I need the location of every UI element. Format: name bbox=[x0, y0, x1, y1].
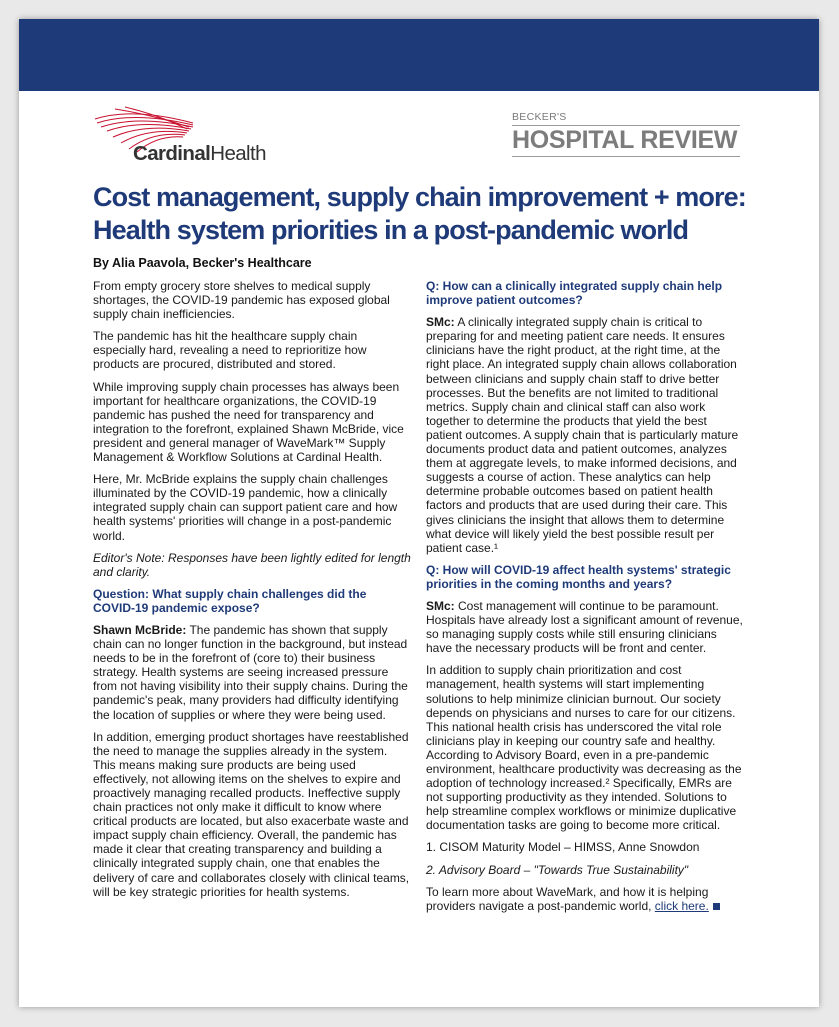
question-3: Q: How will COVID-19 affect health systems' strategic priorities in the coming months and years? bbox=[426, 562, 731, 591]
cardinal-health-logo bbox=[93, 105, 283, 167]
answer-1-text: The pandemic has shown that supply chain can no longer function in the background, but instead needs to be in the forefront of (core to) their business strategy. Health systems are seeing increased pressure from not having visibility into their supply chains. During the pandemic's peak, many providers had difficulty identifying the location of supplies or where they were being used. bbox=[93, 622, 408, 722]
question-2: Q: How can a clinically integrated supply chain help improve patient outcomes? bbox=[426, 279, 723, 308]
answer-3-paragraph-1 bbox=[426, 599, 744, 655]
answer-1-paragraph-2: In addition, emerging product shortages have reestablished the need to manage the supplies already in the system. This means making sure products are being used effectively, not allowing items on the shelves to expire and proactively managing recalled products. Ineffective supply chain practices not only make it difficult to know where critical products are located, but also exacerbate waste and impact supply chain efficiency. Overall, the pandemic has made it clear that creating transparency and building a clinically integrated supply chain, one that enables the delivery of care and collaborates closely with clinical teams, will be key strategic priorities for health systems. bbox=[93, 729, 410, 899]
wordmark-cardinal: Cardinal bbox=[133, 142, 211, 165]
intro-paragraph-3: While improving supply chain processes has always been important for healthcare organizations, the COVID-19 pandemic has pushed the need for transparency and integration to the forefront, explained Shawn McBride, vice president and general manager of WaveMark™ Supply Management & Workflow Solutions at Cardinal Health. bbox=[93, 379, 404, 465]
closing-text: To learn more about WaveMark, and how it is helping providers navigate a post-pandemic world, bbox=[426, 884, 709, 913]
editors-note: Editor's Note: Responses have been lightly edited for length and clarity. bbox=[93, 550, 411, 579]
article-byline: By Alia Paavola, Becker's Healthcare bbox=[93, 256, 312, 270]
answer-3-paragraph-2: In addition to supply chain prioritization and cost management, health systems will start implementing solutions to help minimize clinician burnout. Our society depends on physicians and nurses to care for our citizens. This national health crisis has underscored the vital role clinicians play in keeping our country safe and healthy. According to Advisory Board, even in a pre-pandemic environment, healthcare productivity was decreasing as the adoption of technology increased.² Specifically, EMRs are not supporting productivity as they intended. Solutions to help streamline complex workflows or minimize duplicative documentation tasks are going to become more critical. bbox=[426, 663, 742, 833]
reference-2: 2. Advisory Board – "Towards True Sustainability" bbox=[426, 862, 689, 877]
click-here-link[interactable]: click here. bbox=[654, 898, 709, 913]
wordmark-health: Health bbox=[210, 142, 266, 165]
article-page bbox=[19, 19, 819, 1007]
speaker-label: SMc: bbox=[426, 598, 455, 613]
answer-1-paragraph-1 bbox=[93, 623, 411, 722]
article-headline: Cost management, supply chain improvement + more: Health system priorities in a post-pandemic world bbox=[93, 182, 746, 245]
closing-paragraph bbox=[426, 885, 744, 913]
answer-3-text: Cost management will continue to be paramount. Hospitals have already lost a significant amount of revenue, so managing supply costs while still ensuring clinicians have the necessary products will be front and center. bbox=[426, 598, 743, 656]
end-mark-icon bbox=[713, 903, 720, 910]
speaker-label: SMc: bbox=[426, 315, 455, 330]
speaker-label: Shawn McBride: bbox=[93, 622, 187, 637]
header-band bbox=[19, 19, 819, 91]
reference-1: 1. CISOM Maturity Model – HIMSS, Anne Snowdon bbox=[426, 840, 700, 855]
hospital-review-label: HOSPITAL REVIEW bbox=[512, 126, 740, 157]
answer-2 bbox=[426, 315, 744, 555]
left-column bbox=[93, 279, 411, 907]
answer-2-text: A clinically integrated supply chain is critical to preparing for and meeting patient care needs. It ensures clinicians have the right product, at the right time, at the right place. An integrated supply chain allows collaboration between clinicians and supply chain staff to drive better processes. But the benefits are not limited to traditional metrics. Supply chain and clinical staff can also work together to determine the products that yield the best patient outcomes. A supply chain that is particularly mature documents product data and patient outcomes, analyzes them at aggregate levels, to make informed decisions, and suggests a course of action. These analytics can help determine probable outcomes based on patient health factors and products that are used during their care. This gives clinicians the insight that allows them to determine what device will likely yield the best possible result per patient case.¹ bbox=[426, 315, 739, 555]
question-1: Question: What supply chain challenges did the COVID-19 pandemic expose? bbox=[93, 586, 367, 615]
cardinal-health-wordmark bbox=[133, 142, 266, 166]
right-column bbox=[426, 279, 744, 921]
intro-paragraph-2: The pandemic has hit the healthcare supply chain especially hard, revealing a need to reprioritize how products are procured, distributed and stored. bbox=[93, 329, 367, 372]
beckers-label: BECKER'S bbox=[512, 111, 740, 126]
beckers-hospital-review-logo bbox=[512, 111, 740, 157]
intro-paragraph-4: Here, Mr. McBride explains the supply chain challenges illuminated by the COVID-19 pandemic, how a clinically integrated supply chain can support patient care and how health systems' priorities will change in a post-pandemic world. bbox=[93, 472, 398, 543]
intro-paragraph-1: From empty grocery store shelves to medical supply shortages, the COVID-19 pandemic has exposed global supply chain inefficiencies. bbox=[93, 279, 390, 322]
